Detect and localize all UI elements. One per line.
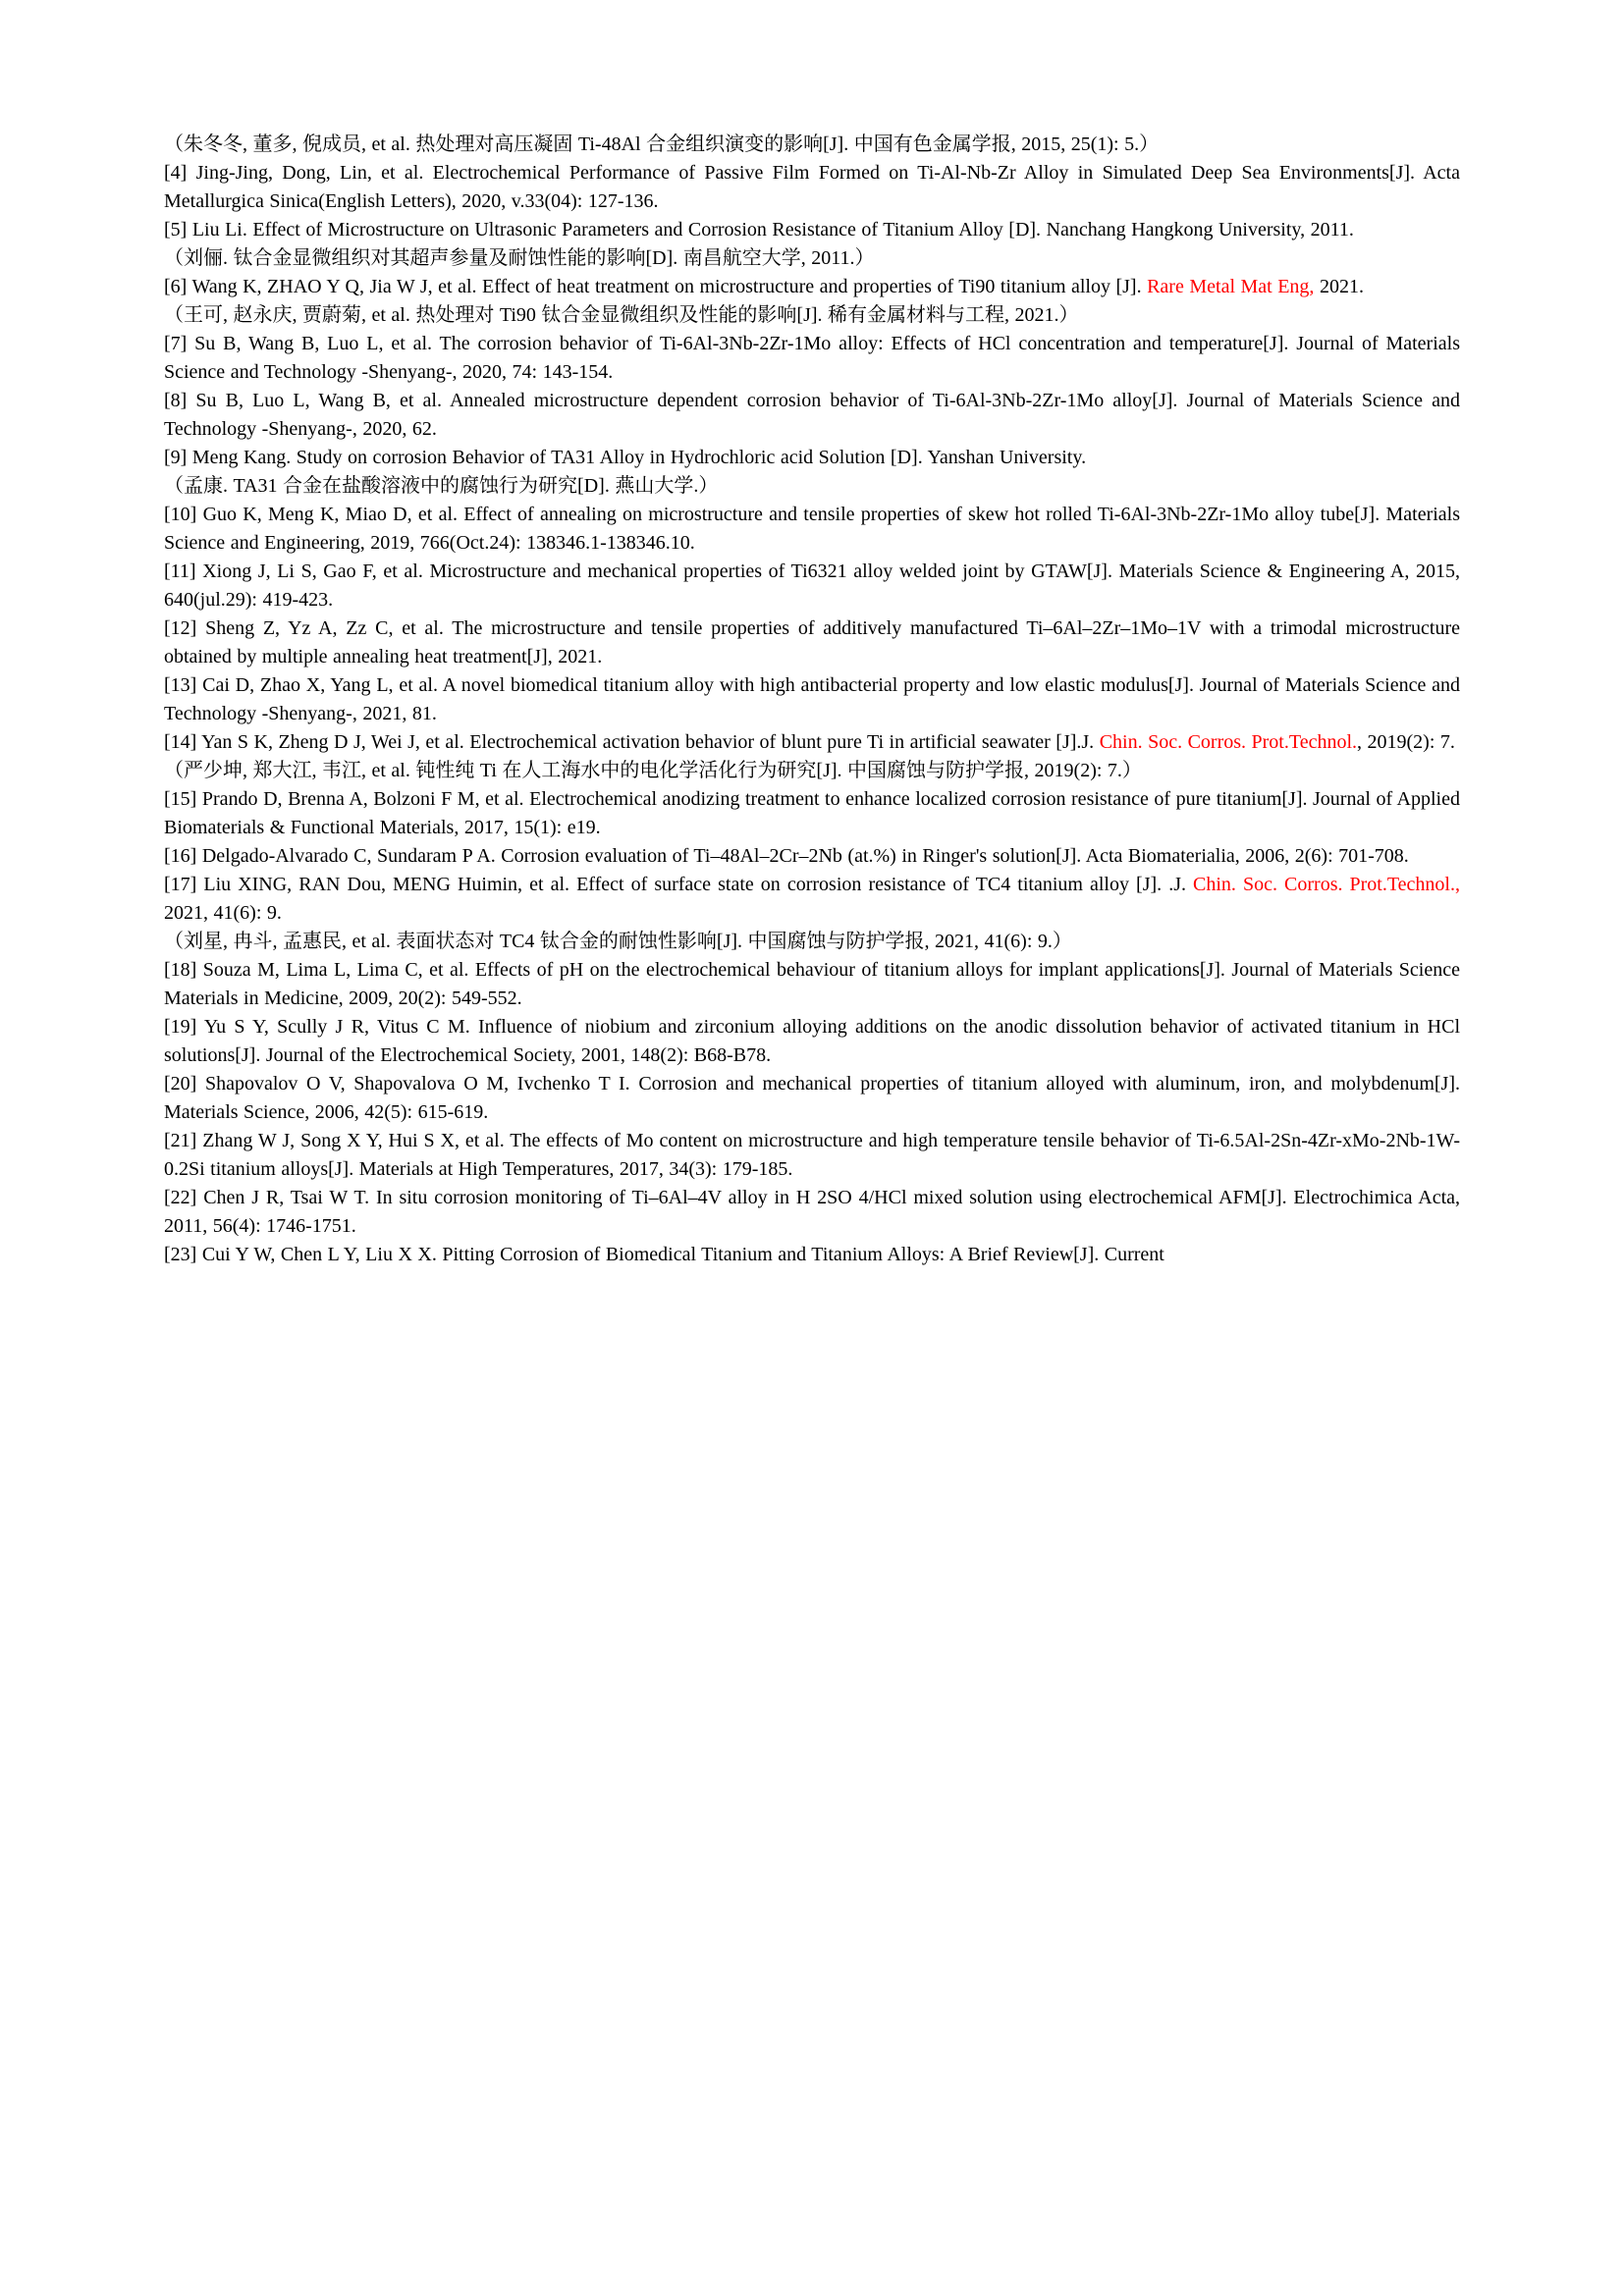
references-list [164, 131, 1460, 1269]
reference-item [164, 472, 1460, 501]
reference-text: （孟康. TA31 合金在盐酸溶液中的腐蚀行为研究[D]. 燕山大学.） [164, 475, 719, 497]
reference-item [164, 1241, 1460, 1269]
reference-text: [11] Xiong J, Li S, Gao F, et al. Microstructure and mechanical properties of Ti6321 alloy welded joint by GTAW[J]. Materials Science & Engineering A, 2015, 640(jul.29): 419-423. [164, 561, 1460, 611]
reference-text: （朱冬冬, 董多, 倪成员, et al. 热处理对高压凝固 Ti-48Al 合金组织演变的影响[J]. 中国有色金属学报, 2015, 25(1): 5.） [164, 133, 1160, 155]
reference-item [164, 1070, 1460, 1127]
reference-item [164, 1013, 1460, 1070]
reference-text: [10] Guo K, Meng K, Miao D, et al. Effect of annealing on microstructure and tensile properties of skew hot rolled Ti-6Al-3Nb-2Zr-1Mo alloy tube[J]. Materials Science and Engineering, 2019, 766(Oct.24): 138346.1-138346.10. [164, 504, 1460, 554]
reference-text: [13] Cai D, Zhao X, Yang L, et al. A novel biomedical titanium alloy with high antibacterial property and low elastic modulus[J]. Journal of Materials Science and Technology -Shenyang-, 2021, 81. [164, 674, 1460, 724]
reference-item [164, 614, 1460, 671]
reference-text: （刘星, 冉斗, 孟惠民, et al. 表面状态对 TC4 钛合金的耐蚀性影响[J]. 中国腐蚀与防护学报, 2021, 41(6): 9.） [164, 931, 1072, 952]
reference-item [164, 159, 1460, 216]
reference-text: [7] Su B, Wang B, Luo L, et al. The corrosion behavior of Ti-6Al-3Nb-2Zr-1Mo alloy: Effects of HCl concentration and temperature[J]. Journal of Materials Science and Technology -Shenyang-, 2020, 74: 143-154. [164, 333, 1460, 383]
reference-text: [21] Zhang W J, Song X Y, Hui S X, et al. The effects of Mo content on microstructure and high temperature tensile behavior of Ti-6.5Al-2Sn-4Zr-xMo-2Nb-1W-0.2Si titanium alloys[J]. Materials at High Temperatures, 2017, 34(3): 179-185. [164, 1130, 1460, 1180]
reference-item [164, 444, 1460, 472]
reference-item [164, 558, 1460, 614]
reference-item [164, 1127, 1460, 1184]
reference-item [164, 871, 1460, 928]
journal-name-highlight: Chin. Soc. Corros. Prot.Technol., [1193, 874, 1460, 895]
reference-item [164, 330, 1460, 387]
reference-text: [18] Souza M, Lima L, Lima C, et al. Effects of pH on the electrochemical behaviour of titanium alloys for implant applications[J]. Journal of Materials Science Materials in Medicine, 2009, 20(2): 549-552. [164, 959, 1460, 1009]
reference-text: 2021. [1314, 276, 1364, 297]
reference-text: （刘俪. 钛合金显微组织对其超声参量及耐蚀性能的影响[D]. 南昌航空大学, 2011.） [164, 247, 875, 269]
reference-text: [17] Liu XING, RAN Dou, MENG Huimin, et al. Effect of surface state on corrosion resistance of TC4 titanium alloy [J]. .J. [164, 874, 1194, 895]
reference-item [164, 273, 1460, 301]
reference-text: （严少坤, 郑大江, 韦江, et al. 钝性纯 Ti 在人工海水中的电化学活化行为研究[J]. 中国腐蚀与防护学报, 2019(2): 7.） [164, 760, 1142, 781]
reference-text: [14] Yan S K, Zheng D J, Wei J, et al. Electrochemical activation behavior of blunt pure Ti in artificial seawater [J].J. [164, 731, 1100, 753]
journal-name-highlight: Rare Metal Mat Eng, [1147, 276, 1315, 297]
reference-text: [6] Wang K, ZHAO Y Q, Jia W J, et al. Effect of heat treatment on microstructure and properties of Ti90 titanium alloy [J]. [164, 276, 1148, 297]
reference-text: （王可, 赵永庆, 贾蔚菊, et al. 热处理对 Ti90 钛合金显微组织及性能的影响[J]. 稀有金属材料与工程, 2021.） [164, 304, 1079, 326]
reference-item [164, 928, 1460, 956]
reference-item [164, 244, 1460, 273]
reference-item [164, 1184, 1460, 1241]
reference-text: , 2019(2): 7. [1357, 731, 1455, 753]
reference-item [164, 131, 1460, 159]
reference-item [164, 757, 1460, 785]
reference-item [164, 501, 1460, 558]
reference-text: [23] Cui Y W, Chen L Y, Liu X X. Pitting Corrosion of Biomedical Titanium and Titanium Alloys: A Brief Review[J]. Current [164, 1244, 1164, 1265]
reference-item [164, 785, 1460, 842]
reference-text: [5] Liu Li. Effect of Microstructure on Ultrasonic Parameters and Corrosion Resistance of Titanium Alloy [D]. Nanchang Hangkong University, 2011. [164, 219, 1354, 240]
reference-item [164, 671, 1460, 728]
reference-item [164, 216, 1460, 244]
reference-item [164, 728, 1460, 757]
reference-text: [16] Delgado-Alvarado C, Sundaram P A. Corrosion evaluation of Ti–48Al–2Cr–2Nb (at.%) in Ringer's solution[J]. Acta Biomaterialia, 2006, 2(6): 701-708. [164, 845, 1409, 867]
reference-text: [9] Meng Kang. Study on corrosion Behavior of TA31 Alloy in Hydrochloric acid Solution [D]. Yanshan University. [164, 447, 1087, 468]
reference-item [164, 842, 1460, 871]
reference-item [164, 956, 1460, 1013]
reference-text: [15] Prando D, Brenna A, Bolzoni F M, et al. Electrochemical anodizing treatment to enhance localized corrosion resistance of pure titanium[J]. Journal of Applied Biomaterials & Functional Materials, 2017, 15(1): e19. [164, 788, 1460, 838]
reference-text: [4] Jing-Jing, Dong, Lin, et al. Electrochemical Performance of Passive Film Formed on Ti-Al-Nb-Zr Alloy in Simulated Deep Sea Environments[J]. Acta Metallurgica Sinica(English Letters), 2020, v.33(04): 127-136. [164, 162, 1460, 212]
reference-item [164, 301, 1460, 330]
reference-text: [12] Sheng Z, Yz A, Zz C, et al. The microstructure and tensile properties of additively manufactured Ti–6Al–2Zr–1Mo–1V with a trimodal microstructure obtained by multiple annealing heat treatment[J], 2021. [164, 617, 1460, 667]
reference-text: 2021, 41(6): 9. [164, 902, 282, 924]
reference-item [164, 387, 1460, 444]
reference-text: [22] Chen J R, Tsai W T. In situ corrosion monitoring of Ti–6Al–4V alloy in H 2SO 4/HCl mixed solution using electrochemical AFM[J]. Electrochimica Acta, 2011, 56(4): 1746-1751. [164, 1187, 1460, 1237]
reference-text: [8] Su B, Luo L, Wang B, et al. Annealed microstructure dependent corrosion behavior of Ti-6Al-3Nb-2Zr-1Mo alloy[J]. Journal of Materials Science and Technology -Shenyang-, 2020, 62. [164, 390, 1460, 440]
journal-name-highlight: Chin. Soc. Corros. Prot.Technol. [1099, 731, 1357, 753]
reference-text: [20] Shapovalov O V, Shapovalova O M, Ivchenko T I. Corrosion and mechanical properties of titanium alloyed with aluminum, iron, and molybdenum[J]. Materials Science, 2006, 42(5): 615-619. [164, 1073, 1460, 1123]
reference-text: [19] Yu S Y, Scully J R, Vitus C M. Influence of niobium and zirconium alloying additions on the anodic dissolution behavior of activated titanium in HCl solutions[J]. Journal of the Electrochemical Society, 2001, 148(2): B68-B78. [164, 1016, 1460, 1066]
